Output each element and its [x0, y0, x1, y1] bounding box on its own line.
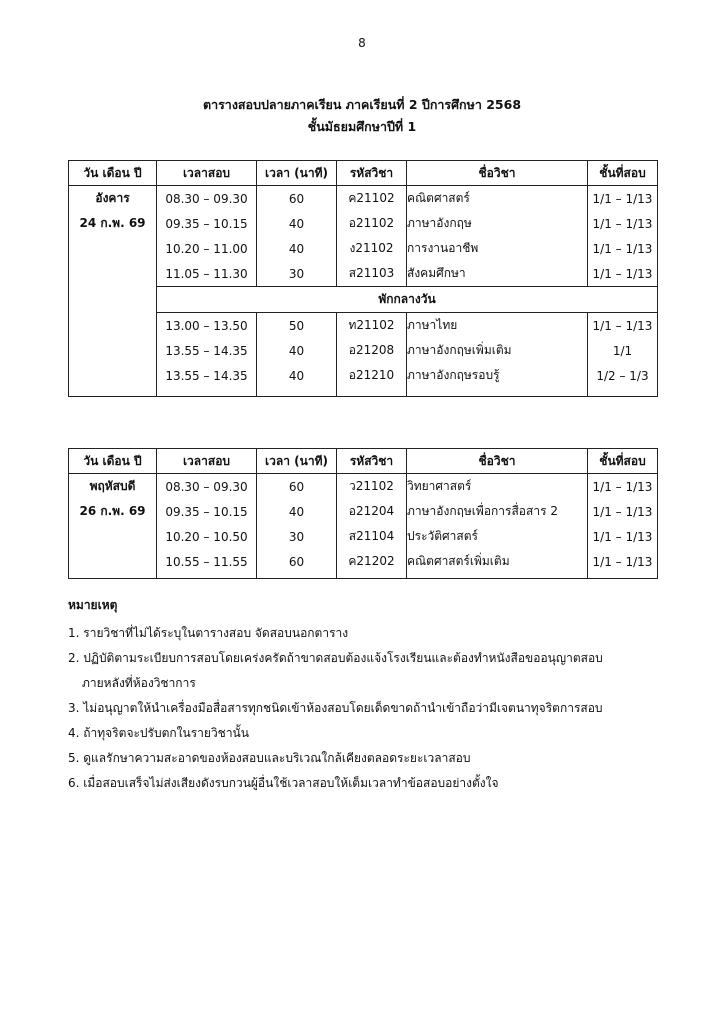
- document-title: [0, 94, 724, 138]
- exam-grade: 1/1 – 1/13: [588, 211, 658, 236]
- exam-table-1: [68, 160, 658, 397]
- table-header-row: [69, 161, 658, 186]
- note-item: 4. ถ้าทุจริตจะปรับตกในรายวิชานั้น: [68, 726, 249, 740]
- notes-title: หมายเหตุ: [68, 598, 118, 612]
- table-row: [69, 363, 658, 388]
- table-spacer-row: [69, 574, 658, 579]
- header-minutes: เวลา (นาที): [257, 161, 337, 186]
- note-item-continuation: ภายหลังที่ห้องวิชาการ: [82, 676, 196, 690]
- table-spacer-row: [69, 388, 658, 397]
- exam-grade: 1/1 – 1/13: [588, 313, 658, 339]
- exam-grade: 1/1 – 1/13: [588, 236, 658, 261]
- header-grade: ชั้นที่สอบ: [588, 449, 658, 474]
- header-grade: ชั้นที่สอบ: [588, 161, 658, 186]
- exam-grade: 1/1 – 1/13: [588, 186, 658, 212]
- table-row: [69, 338, 658, 363]
- notes-section: [68, 596, 668, 796]
- subject-code: อ21208: [337, 338, 407, 363]
- subject-code: ค21102: [337, 186, 407, 212]
- exam-minutes: 40: [257, 338, 337, 363]
- exam-grade: 1/1: [588, 338, 658, 363]
- break-row: [69, 287, 658, 313]
- exam-time: 11.05 – 11.30: [157, 261, 257, 287]
- subject-name: ประวัติศาสตร์: [407, 524, 588, 549]
- exam-time: 09.35 – 10.15: [157, 211, 257, 236]
- exam-minutes: 60: [257, 474, 337, 500]
- subject-code: ง21102: [337, 236, 407, 261]
- table-row: [69, 499, 658, 524]
- subject-name: การงานอาชีพ: [407, 236, 588, 261]
- exam-grade: 1/1 – 1/13: [588, 524, 658, 549]
- note-item: 3. ไม่อนุญาตให้นำเครื่องมือสื่อสารทุกชนิดเข้าห้องสอบโดยเด็ดขาดถ้านำเข้าถือว่ามีเจตนาทุจริตการสอบ: [68, 701, 603, 715]
- exam-time: 13.55 – 14.35: [157, 363, 257, 388]
- title-line-2: ชั้นมัธยมศึกษาปีที่ 1: [307, 119, 417, 134]
- exam-time: 10.55 – 11.55: [157, 549, 257, 574]
- exam-minutes: 60: [257, 186, 337, 212]
- header-subject: ชื่อวิชา: [407, 161, 588, 186]
- note-item: 2. ปฏิบัติตามระเบียบการสอบโดยเคร่งครัดถ้าขาดสอบต้องแจ้งโรงเรียนและต้องทำหนังสือขออนุญาตสอบ: [68, 651, 603, 665]
- exam-grade: 1/1 – 1/13: [588, 499, 658, 524]
- day-cell: [69, 186, 157, 397]
- exam-table-2: [68, 448, 658, 579]
- exam-time: 10.20 – 10.50: [157, 524, 257, 549]
- exam-minutes: 40: [257, 211, 337, 236]
- note-item: 1. รายวิชาที่ไม่ได้ระบุในตารางสอบ จัดสอบนอกตาราง: [68, 626, 349, 640]
- note-item: 5. ดูแลรักษาความสะอาดของห้องสอบและบริเวณใกล้เคียงตลอดระยะเวลาสอบ: [68, 751, 471, 765]
- subject-code: อ21102: [337, 211, 407, 236]
- exam-grade: 1/1 – 1/13: [588, 261, 658, 287]
- exam-time: 08.30 – 09.30: [157, 474, 257, 500]
- header-time: เวลาสอบ: [157, 161, 257, 186]
- subject-code: อ21204: [337, 499, 407, 524]
- header-date: วัน เดือน ปี: [69, 449, 157, 474]
- exam-grade: 1/1 – 1/13: [588, 549, 658, 574]
- table-row: [69, 313, 658, 339]
- exam-minutes: 40: [257, 499, 337, 524]
- exam-minutes: 30: [257, 261, 337, 287]
- table-row: [69, 549, 658, 574]
- table-row: [69, 261, 658, 287]
- table-row: [69, 186, 658, 212]
- subject-name: ภาษาอังกฤษเพิ่มเติม: [407, 338, 588, 363]
- subject-name: วิทยาศาสตร์: [407, 474, 588, 500]
- subject-name: คณิตศาสตร์: [407, 186, 588, 212]
- exam-minutes: 60: [257, 549, 337, 574]
- header-subject: ชื่อวิชา: [407, 449, 588, 474]
- note-item: 6. เมื่อสอบเสร็จไม่ส่งเสียงดังรบกวนผู้อื่นใช้เวลาสอบให้เต็มเวลาทำข้อสอบอย่างตั้งใจ: [68, 776, 499, 790]
- subject-code: ค21202: [337, 549, 407, 574]
- exam-time: 13.00 – 13.50: [157, 313, 257, 339]
- subject-name: ภาษาอังกฤษรอบรู้: [407, 363, 588, 388]
- table-row: [69, 474, 658, 500]
- day-cell: [69, 474, 157, 579]
- exam-time: 08.30 – 09.30: [157, 186, 257, 212]
- title-line-1: ตารางสอบปลายภาคเรียน ภาคเรียนที่ 2 ปีการศึกษา 2568: [202, 97, 522, 112]
- subject-name: ภาษาไทย: [407, 313, 588, 339]
- subject-name: ภาษาอังกฤษ: [407, 211, 588, 236]
- subject-code: ท21102: [337, 313, 407, 339]
- header-code: รหัสวิชา: [337, 449, 407, 474]
- table-row: [69, 211, 658, 236]
- subject-name: ภาษาอังกฤษเพื่อการสื่อสาร 2: [407, 499, 588, 524]
- day-name: พฤหัสบดี: [89, 479, 136, 493]
- exam-time: 13.55 – 14.35: [157, 338, 257, 363]
- exam-minutes: 50: [257, 313, 337, 339]
- page-number: 8: [358, 36, 366, 50]
- subject-code: อ21210: [337, 363, 407, 388]
- header-code: รหัสวิชา: [337, 161, 407, 186]
- exam-minutes: 40: [257, 363, 337, 388]
- table-header-row: [69, 449, 658, 474]
- exam-time: 09.35 – 10.15: [157, 499, 257, 524]
- subject-name: คณิตศาสตร์เพิ่มเติม: [407, 549, 588, 574]
- subject-code: ว21102: [337, 474, 407, 500]
- day-date: 26 ก.พ. 69: [79, 504, 146, 518]
- lunch-break-label: พักกลางวัน: [157, 287, 658, 313]
- day-date: 24 ก.พ. 69: [79, 216, 146, 230]
- exam-minutes: 40: [257, 236, 337, 261]
- exam-grade: 1/2 – 1/3: [588, 363, 658, 388]
- table-row: [69, 524, 658, 549]
- exam-grade: 1/1 – 1/13: [588, 474, 658, 500]
- table-row: [69, 236, 658, 261]
- day-name: อังคาร: [95, 191, 130, 205]
- subject-name: สังคมศึกษา: [407, 261, 588, 287]
- exam-time: 10.20 – 11.00: [157, 236, 257, 261]
- header-time: เวลาสอบ: [157, 449, 257, 474]
- subject-code: ส21103: [337, 261, 407, 287]
- header-minutes: เวลา (นาที): [257, 449, 337, 474]
- header-date: วัน เดือน ปี: [69, 161, 157, 186]
- subject-code: ส21104: [337, 524, 407, 549]
- exam-minutes: 30: [257, 524, 337, 549]
